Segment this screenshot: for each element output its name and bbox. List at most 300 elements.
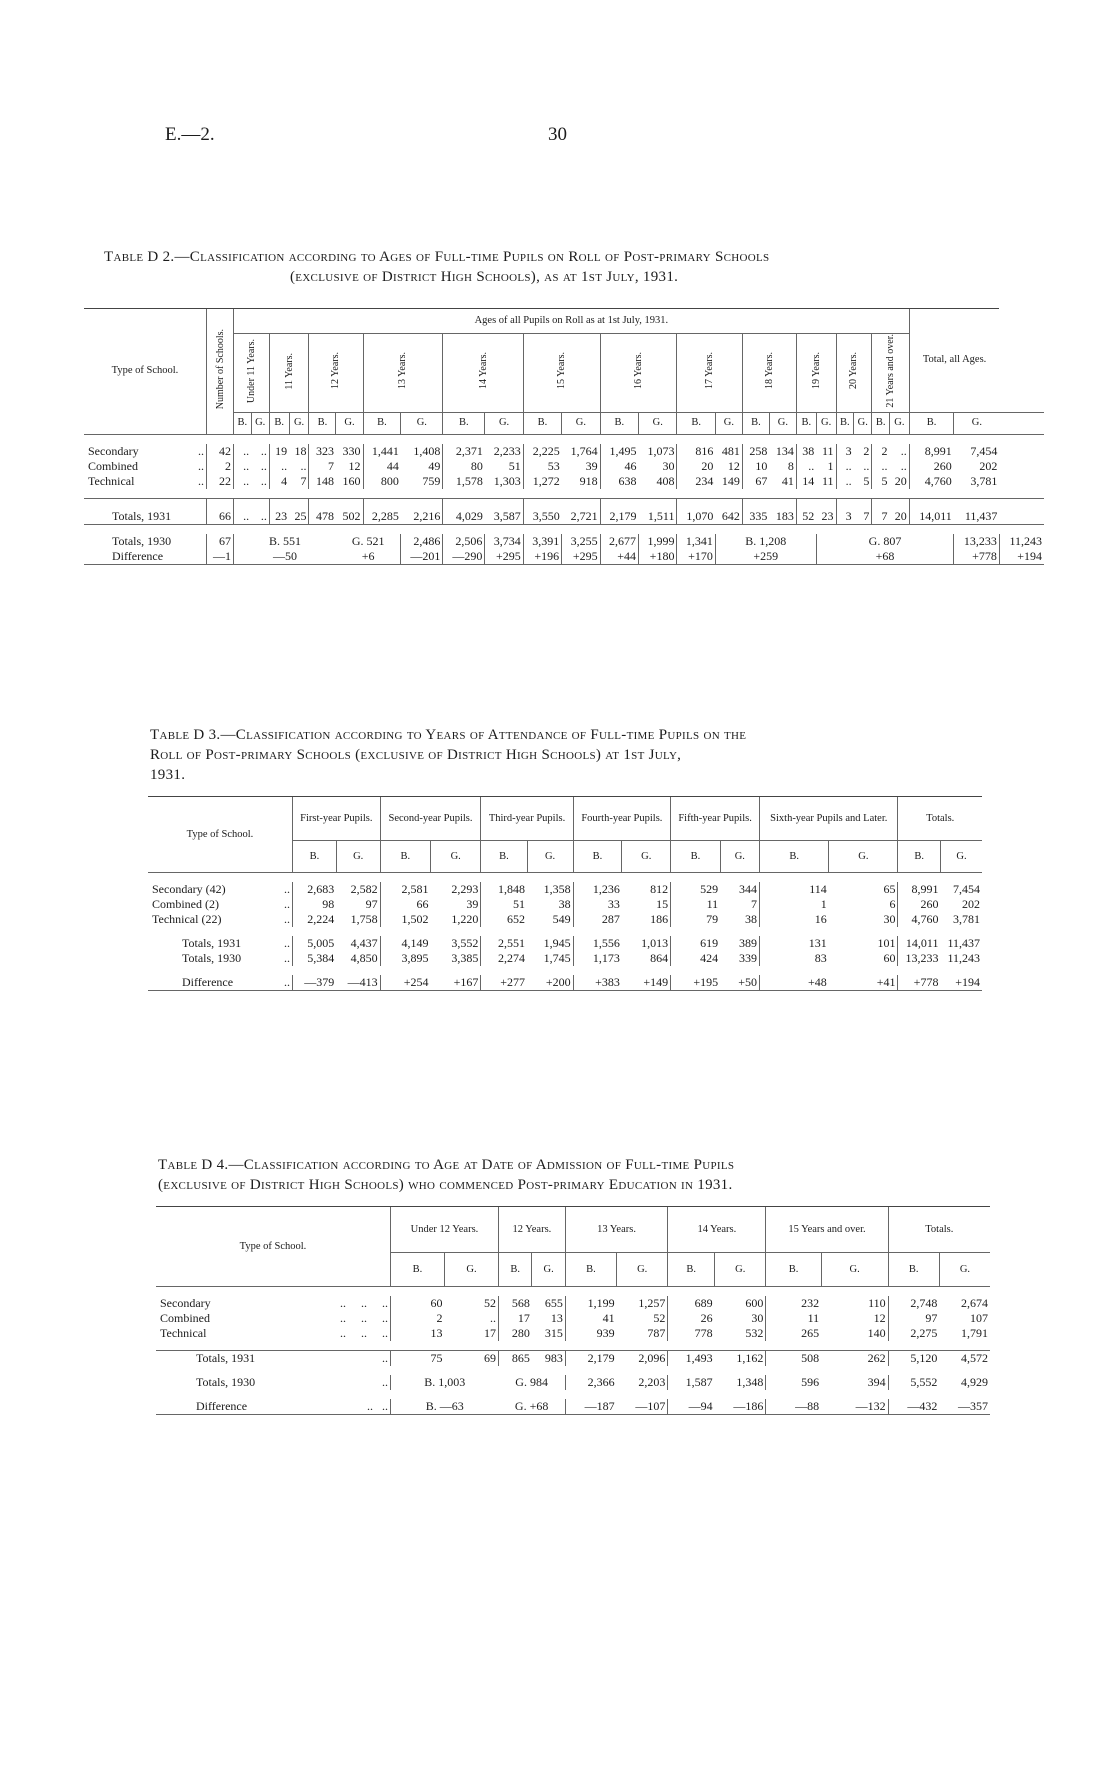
- value-cell: 5,120: [888, 1351, 939, 1367]
- value-cell: 13,233: [954, 534, 1000, 549]
- value-cell: 2,096: [638, 1351, 666, 1365]
- value-cell: 1: [827, 458, 834, 473]
- value-cell: ..: [872, 459, 890, 474]
- value-cell: 38: [745, 912, 758, 926]
- value-cell: 12: [727, 458, 740, 473]
- value-cell: 11: [766, 1311, 821, 1326]
- value-cell: +48: [760, 975, 829, 991]
- value-cell: 14: [796, 474, 816, 489]
- value-cell: ..: [796, 459, 816, 474]
- value-cell: 107: [970, 1311, 988, 1325]
- col-totals: Totals.: [888, 1207, 990, 1253]
- value-cell: 1,511: [647, 508, 675, 523]
- value-cell: ..: [260, 473, 267, 488]
- value-cell: —107: [635, 1399, 666, 1413]
- table-d4: Type of School. Under 12 Years. 12 Years. 13 Years. 14 Years. 15 Years and over. Totals. B. G. B. G. B. G. B. G. B. G. B. G. Secondary .. .. .. 60 52 568 655 1,199 1,257 689 600 232 110 2,748 2,674 Combined .. .. .. 2 .. 17 13 41 52 26 30 11 12 97 107 Technical .. .. .. 13 17 280 315 939 787 778 532 265 140 2,275 1,791 Totals, 1931 .. 75 69 865 983 2,179 2,096 1,493 1,162 508 262 5,120 4,572 Totals, 1930 .. B. 1,003 G. 984 2,366 2,203 1,587 1,348 596 394 5,552 4,929 Difference .. .. B. —63 G. +68 —187 —107 —94 —186 —88 —132 —432 —357: [156, 1206, 990, 1415]
- value-cell: 344: [739, 882, 758, 896]
- value-cell: 481: [721, 443, 740, 458]
- value-cell: 3,385: [451, 951, 479, 965]
- row-label-text: Totals, 1931: [196, 1351, 256, 1365]
- col-age-under-11: Under 11 Years.: [234, 334, 270, 413]
- value-cell: 2,582: [350, 882, 378, 896]
- value-cell: 389: [739, 936, 758, 950]
- row-label-text: Combined (2): [152, 897, 219, 911]
- grouped-value-g: G. +68: [514, 1399, 549, 1413]
- row-label-text: Combined: [160, 1311, 210, 1325]
- page-number: 30: [548, 124, 567, 145]
- value-cell: 262: [867, 1351, 886, 1365]
- value-cell: ..: [234, 459, 252, 474]
- value-cell: 1,791: [961, 1326, 988, 1340]
- row-label-text: Totals, 1930: [112, 533, 172, 548]
- value-cell: 20: [894, 473, 907, 488]
- totals-1930-row: [84, 534, 1044, 549]
- table-d2: Type of School. Number of Schools. Ages of all Pupils on Roll as at 1st July, 1931. Total, all Ages. Under 11 Years. 11 Years. 12 Years. 13 Years. 14 Years. 15 Years. 16 Years. 17 Years. 18 Years. 19 Years. 20 Years. 21 Years and over. B. G. B. G. B. G. B. G. B. G. B. G. B. G. B. G. B. G. B. G. B. G. B. G. B. G. Secondary .. 42 .. .. 19 18 323 330 1,441 1,408 2,371 2,233 2,225 1,764 1,495 1,073 816 481 258 134 38 11 3 2 2 .. 8,991 7,454 Combined .. 2 .. .. .. .. 7 12 44 49 80 51 53 39 46 30 20 12 10 8 .. 1 .. .. .. .. 260 202 Technical .. 22 .. .. 4 7 148 160 800 759 1,578 1,303 1,272 918 638 408 234 149 67 41 14 11 .. 5 5 20 4,760 3,781 Totals, 1931 66 .. .. 23 25 478 502 2,285 2,216 4,029 3,587 3,550 2,721 2,179 1,511 1,070 642 335 183 52 23 3 7 7 20 14,011 11,437 Totals, 1930 67 B. 551 G. 521 2,486 2,506 3,734 3,391 3,255 2,677 1,999 1,341 B. 1,208 G. 807 13,233 11,243 Difference —1 —50 +6 —201 —290 +295 +196 +295 +44 +180 +170 +259 +68 +778 +194: [84, 308, 1044, 565]
- value-cell: 1,348: [736, 1375, 764, 1389]
- value-cell: 7,454: [970, 443, 998, 458]
- row-label-text: Difference: [196, 1399, 248, 1413]
- value-cell: 3,734: [485, 534, 523, 549]
- value-cell: 23: [269, 498, 289, 524]
- value-cell: —132: [855, 1399, 886, 1413]
- value-cell: 7,454: [953, 882, 980, 896]
- value-cell: 11: [821, 473, 834, 488]
- value-cell: 2,285: [363, 498, 401, 524]
- value-cell: 52: [796, 498, 816, 524]
- value-cell: 234: [677, 474, 715, 489]
- value-cell: 2,179: [600, 498, 638, 524]
- value-cell: ..: [489, 1311, 496, 1325]
- value-cell: 2,366: [565, 1375, 616, 1390]
- col-type-of-school: Type of School.: [84, 309, 207, 435]
- value-cell: +50: [738, 975, 758, 989]
- value-cell: —432: [888, 1399, 939, 1415]
- value-cell: +196: [523, 549, 561, 565]
- value-cell: 38: [558, 897, 571, 911]
- value-cell: 97: [365, 897, 378, 911]
- value-cell: 39: [466, 897, 479, 911]
- value-cell: 1,220: [451, 912, 479, 926]
- value-cell: 1: [760, 897, 829, 912]
- value-cell: 1,070: [677, 498, 715, 524]
- value-cell: 97: [888, 1311, 939, 1326]
- grouped-value-g: G. 521: [351, 533, 385, 548]
- value-cell: 2,274: [481, 951, 527, 966]
- value-cell: 408: [656, 473, 675, 488]
- row-leader-dots: .. .. ..: [340, 1296, 388, 1310]
- col-type-of-school: Type of School.: [148, 797, 293, 873]
- value-cell: 98: [293, 897, 337, 912]
- value-cell: 759: [422, 473, 441, 488]
- value-cell: 26: [668, 1311, 715, 1326]
- col-15-over: 15 Years and over.: [766, 1207, 888, 1253]
- value-cell: 67: [742, 474, 769, 489]
- row-label: [84, 534, 207, 549]
- value-cell: 1,758: [350, 912, 378, 926]
- value-cell: 53: [523, 459, 561, 474]
- value-cell: 2,225: [523, 444, 561, 459]
- value-cell: 7: [863, 508, 870, 523]
- value-cell: 17: [498, 1311, 531, 1326]
- row-label-text: Totals, 1930: [196, 1375, 256, 1389]
- value-cell: 2,203: [638, 1375, 666, 1389]
- row-label: [148, 951, 293, 966]
- value-cell: 30: [662, 458, 675, 473]
- value-cell: 114: [760, 882, 829, 897]
- value-cell: 66: [207, 498, 234, 524]
- value-cell: 14,011: [898, 936, 940, 951]
- value-cell: 42: [207, 444, 234, 459]
- value-cell: 149: [721, 473, 740, 488]
- totals-1931-row: [84, 498, 1044, 524]
- col-totals: Totals.: [898, 797, 982, 841]
- value-cell: 60: [391, 1296, 445, 1311]
- value-cell: 549: [552, 912, 571, 926]
- value-cell: 3,391: [523, 534, 561, 549]
- table-d3-title-line2: Roll of Post-primary Schools (exclusive of District High Schools) at 1st July,: [150, 747, 682, 763]
- value-cell: 8,991: [909, 444, 954, 459]
- value-cell: 1,272: [523, 474, 561, 489]
- value-cell: 330: [342, 443, 361, 458]
- grouped-value-g: +68: [816, 549, 954, 565]
- difference-row: [156, 1399, 990, 1415]
- value-cell: 140: [867, 1326, 886, 1340]
- value-cell: 19: [269, 444, 289, 459]
- row-leader-dots: ..: [198, 473, 204, 488]
- value-cell: 2,371: [443, 444, 485, 459]
- value-cell: 655: [544, 1296, 563, 1310]
- value-cell: ..: [300, 458, 307, 473]
- value-cell: 80: [443, 459, 485, 474]
- value-cell: 79: [671, 912, 721, 927]
- value-cell: 46: [600, 459, 638, 474]
- value-cell: +778: [898, 975, 940, 991]
- value-cell: 49: [428, 458, 441, 473]
- value-cell: 4,149: [380, 936, 430, 951]
- value-cell: 424: [671, 951, 721, 966]
- row-label-text: Difference: [182, 975, 234, 989]
- table-row: [148, 912, 982, 927]
- value-cell: 642: [721, 508, 740, 523]
- value-cell: 689: [668, 1296, 715, 1311]
- value-cell: 3: [836, 444, 854, 459]
- value-cell: 1,358: [543, 882, 571, 896]
- value-cell: 2: [391, 1311, 445, 1326]
- totals-1930-row: [156, 1375, 990, 1390]
- value-cell: 2,677: [600, 534, 638, 549]
- col-age-21-over: 21 Years and over.: [872, 334, 909, 413]
- row-leader-dots: ..: [284, 912, 290, 926]
- value-cell: 787: [647, 1326, 666, 1340]
- value-cell: 202: [979, 458, 998, 473]
- value-cell: +170: [677, 549, 715, 565]
- col-age-15: 15 Years.: [523, 334, 600, 413]
- value-cell: 1,556: [573, 936, 622, 951]
- value-cell: 11,437: [964, 508, 998, 523]
- value-cell: —201: [401, 549, 443, 565]
- value-cell: +254: [380, 975, 430, 991]
- value-cell: 2,581: [380, 882, 430, 897]
- value-cell: 30: [883, 912, 896, 926]
- value-cell: 160: [342, 473, 361, 488]
- value-cell: 260: [898, 897, 940, 912]
- value-cell: 502: [342, 508, 361, 523]
- row-label-text: Combined: [88, 458, 138, 473]
- value-cell: 1,236: [573, 882, 622, 897]
- value-cell: 638: [600, 474, 638, 489]
- row-leader-dots: ..: [198, 443, 204, 458]
- row-label: [84, 549, 207, 565]
- value-cell: 33: [573, 897, 622, 912]
- row-label-text: Secondary: [160, 1296, 211, 1310]
- value-cell: 1,495: [600, 444, 638, 459]
- table-row: [84, 459, 1044, 474]
- value-cell: 4,760: [909, 474, 954, 489]
- col-age-12: 12 Years.: [309, 334, 363, 413]
- value-cell: ..: [269, 459, 289, 474]
- value-cell: 4,029: [443, 498, 485, 524]
- row-label-text: Secondary (42): [152, 882, 226, 896]
- value-cell: 13,233: [898, 951, 940, 966]
- row-label-text: Totals, 1930: [182, 951, 242, 965]
- value-cell: +295: [562, 549, 600, 565]
- value-cell: 11,437: [947, 936, 980, 950]
- value-cell: 816: [677, 444, 715, 459]
- value-cell: 1,173: [573, 951, 622, 966]
- col-age-16: 16 Years.: [600, 334, 677, 413]
- value-cell: 1,587: [668, 1375, 715, 1390]
- col-first-year: First-year Pupils.: [293, 797, 381, 841]
- row-label: [148, 936, 293, 951]
- value-cell: 18: [294, 443, 307, 458]
- value-cell: 11,243: [947, 951, 980, 965]
- value-cell: 260: [909, 459, 954, 474]
- value-cell: 619: [671, 936, 721, 951]
- value-cell: 6: [889, 897, 896, 911]
- value-cell: 265: [766, 1326, 821, 1341]
- table-row: [148, 897, 982, 912]
- value-cell: +194: [999, 549, 1044, 565]
- value-cell: 600: [745, 1296, 764, 1310]
- value-cell: 7: [872, 498, 890, 524]
- value-cell: ..: [234, 444, 252, 459]
- row-label: [156, 1375, 391, 1390]
- value-cell: 44: [363, 459, 401, 474]
- col-age-14: 14 Years.: [443, 334, 523, 413]
- value-cell: 596: [766, 1375, 821, 1390]
- value-cell: 865: [498, 1351, 531, 1367]
- value-cell: 75: [391, 1351, 445, 1367]
- value-cell: 13: [550, 1311, 563, 1325]
- value-cell: 11: [671, 897, 721, 912]
- table-d3-title-line3: 1931.: [150, 767, 186, 783]
- value-cell: 1,745: [543, 951, 571, 965]
- value-cell: 20: [894, 508, 907, 523]
- row-label-text: Technical: [160, 1326, 207, 1340]
- value-cell: 65: [883, 882, 896, 896]
- value-cell: 2,486: [401, 534, 443, 549]
- grouped-value-g: G. 984: [515, 1375, 548, 1389]
- value-cell: 1,199: [565, 1296, 616, 1311]
- row-label: [84, 498, 207, 524]
- col-12-years: 12 Years.: [498, 1207, 565, 1253]
- value-cell: 2,216: [413, 508, 441, 523]
- value-cell: —379: [293, 975, 337, 991]
- row-label-text: Secondary: [88, 443, 139, 458]
- value-cell: 800: [363, 474, 401, 489]
- grouped-value-b: +259: [715, 549, 816, 565]
- value-cell: 12: [873, 1311, 886, 1325]
- value-cell: 4,572: [961, 1351, 988, 1365]
- value-cell: 2,233: [493, 443, 521, 458]
- value-cell: 202: [962, 897, 980, 911]
- value-cell: 8,991: [898, 882, 940, 897]
- value-cell: 30: [751, 1311, 764, 1325]
- table-d2-title-line2: (exclusive of District High Schools), as at 1st July, 1931.: [290, 269, 679, 285]
- value-cell: ..: [836, 459, 854, 474]
- row-leader-dots: ..: [284, 975, 290, 989]
- col-sixth-year: Sixth-year Pupils and Later.: [760, 797, 898, 841]
- value-cell: —187: [565, 1399, 616, 1415]
- row-leader-dots: ..: [198, 458, 204, 473]
- value-cell: 16: [760, 912, 829, 927]
- col-third-year: Third-year Pupils.: [481, 797, 573, 841]
- value-cell: 1,341: [677, 534, 715, 549]
- value-cell: 529: [671, 882, 721, 897]
- value-cell: 918: [579, 473, 598, 488]
- value-cell: 335: [742, 498, 769, 524]
- table-row: [84, 444, 1044, 459]
- grouped-value-b: B. —63: [391, 1399, 499, 1415]
- grouped-value-b: B. 551: [234, 534, 336, 549]
- value-cell: 110: [868, 1296, 886, 1310]
- col-ages-header: Ages of all Pupils on Roll as at 1st July, 1931.: [234, 309, 910, 334]
- value-cell: 52: [653, 1311, 666, 1325]
- value-cell: 2,275: [888, 1326, 939, 1341]
- value-cell: 3,781: [970, 473, 998, 488]
- col-fifth-year: Fifth-year Pupils.: [671, 797, 760, 841]
- row-label: [148, 975, 293, 991]
- value-cell: ..: [234, 498, 252, 524]
- value-cell: 15: [656, 897, 669, 911]
- row-label: [148, 912, 293, 927]
- table-row: [156, 1296, 990, 1311]
- value-cell: +383: [573, 975, 622, 991]
- value-cell: 2,293: [451, 882, 479, 896]
- value-cell: 39: [585, 458, 598, 473]
- page-reference: E.—2.: [165, 124, 215, 145]
- value-cell: 25: [294, 508, 307, 523]
- row-label-text: Totals, 1931: [112, 508, 172, 523]
- value-cell: 66: [380, 897, 430, 912]
- value-cell: 1,408: [413, 443, 441, 458]
- row-label: [84, 474, 207, 489]
- value-cell: +149: [643, 975, 669, 989]
- value-cell: 1,848: [481, 882, 527, 897]
- value-cell: 1,441: [363, 444, 401, 459]
- row-leader-dots: ..: [284, 936, 290, 950]
- value-cell: 60: [883, 951, 896, 965]
- value-cell: 1,493: [668, 1351, 715, 1367]
- value-cell: 183: [775, 508, 794, 523]
- row-label: [156, 1351, 391, 1367]
- value-cell: 3,587: [493, 508, 521, 523]
- value-cell: —186: [733, 1399, 764, 1413]
- value-cell: 4: [269, 474, 289, 489]
- difference-row: [84, 549, 1044, 565]
- value-cell: 2,748: [888, 1296, 939, 1311]
- value-cell: 69: [483, 1351, 496, 1365]
- table-d3: Type of School. First-year Pupils. Second-year Pupils. Third-year Pupils. Fourth-year Pupils. Fifth-year Pupils. Sixth-year Pupils and Later. Totals. B. G. B. G. B. G. B. G. B. G. B. G. B. G. Secondary (42) .. 2,683 2,582 2,581 2,293 1,848 1,358 1,236 812 529 344 114 65 8,991 7,454 Combined (2) .. 98 97 66 39 51 38 33 15 11 7 1 6 260 202 Technical (22) .. 2,224 1,758 1,502 1,220 652 549 287 186 79 38 16 30 4,760 3,781 Totals, 1931 .. 5,005 4,437 4,149 3,552 2,551 1,945 1,556 1,013 619 389 131 101 14,011 11,437 Totals, 1930 .. 5,384 4,850 3,895 3,385 2,274 1,745 1,173 864 424 339 83 60 13,233 11,243 Difference .. —379 —413 +254 +167 +277 +200 +383 +149 +195 +50 +48 +41 +778 +194: [148, 796, 982, 991]
- value-cell: 983: [544, 1351, 563, 1365]
- value-cell: +195: [671, 975, 721, 991]
- col-13-years: 13 Years.: [565, 1207, 668, 1253]
- table-row: [156, 1311, 990, 1326]
- value-cell: ..: [900, 443, 907, 458]
- value-cell: 20: [677, 459, 715, 474]
- value-cell: 1,502: [380, 912, 430, 927]
- row-label-text: Technical (22): [152, 912, 222, 926]
- value-cell: 1,945: [543, 936, 571, 950]
- value-cell: 51: [481, 897, 527, 912]
- value-cell: 2,683: [293, 882, 337, 897]
- row-label: [156, 1326, 391, 1341]
- value-cell: 11,243: [999, 534, 1044, 549]
- value-cell: —94: [668, 1399, 715, 1415]
- grouped-value-b: B. 1,208: [715, 534, 816, 549]
- col-type-of-school: Type of School.: [156, 1207, 391, 1287]
- table-row: [148, 951, 982, 966]
- table-d3-title-line1: Table D 3.—Classification according to Years of Attendance of Full-time Pupils on the: [150, 727, 747, 743]
- value-cell: 3,255: [562, 534, 600, 549]
- col-age-20: 20 Years.: [836, 334, 872, 413]
- value-cell: 10: [742, 459, 769, 474]
- row-label-text: Totals, 1931: [182, 936, 242, 950]
- value-cell: 4,850: [350, 951, 378, 965]
- value-cell: 5,552: [888, 1375, 939, 1390]
- table-row: [156, 1351, 990, 1367]
- table-d4-title-line1: Table D 4.—Classification according to Age at Date of Admission of Full-time Pupils: [158, 1157, 735, 1173]
- value-cell: 2,721: [570, 508, 598, 523]
- value-cell: 778: [668, 1326, 715, 1341]
- value-cell: 2,179: [565, 1351, 616, 1367]
- row-label: [156, 1399, 391, 1415]
- value-cell: 4,760: [898, 912, 940, 927]
- row-label-text: Difference: [112, 548, 164, 563]
- value-cell: 2,224: [293, 912, 337, 927]
- value-cell: 7: [300, 473, 307, 488]
- value-cell: 1,999: [639, 534, 677, 549]
- value-cell: 4,437: [350, 936, 378, 950]
- value-cell: 232: [766, 1296, 821, 1311]
- value-cell: 532: [745, 1326, 764, 1340]
- row-leader-dots: .. .. ..: [340, 1311, 388, 1325]
- value-cell: 258: [742, 444, 769, 459]
- value-cell: —290: [443, 549, 485, 565]
- row-label: [148, 897, 293, 912]
- value-cell: +194: [955, 975, 980, 989]
- value-cell: 3: [836, 498, 854, 524]
- row-label-text: Technical: [88, 473, 135, 488]
- value-cell: ..: [260, 458, 267, 473]
- value-cell: 5: [863, 473, 870, 488]
- value-cell: 13: [391, 1326, 445, 1341]
- grouped-value-g: +6: [361, 548, 375, 563]
- col-second-year: Second-year Pupils.: [380, 797, 481, 841]
- value-cell: 280: [498, 1326, 531, 1341]
- value-cell: 3,781: [953, 912, 980, 926]
- row-leader-dots: ..: [382, 1351, 388, 1365]
